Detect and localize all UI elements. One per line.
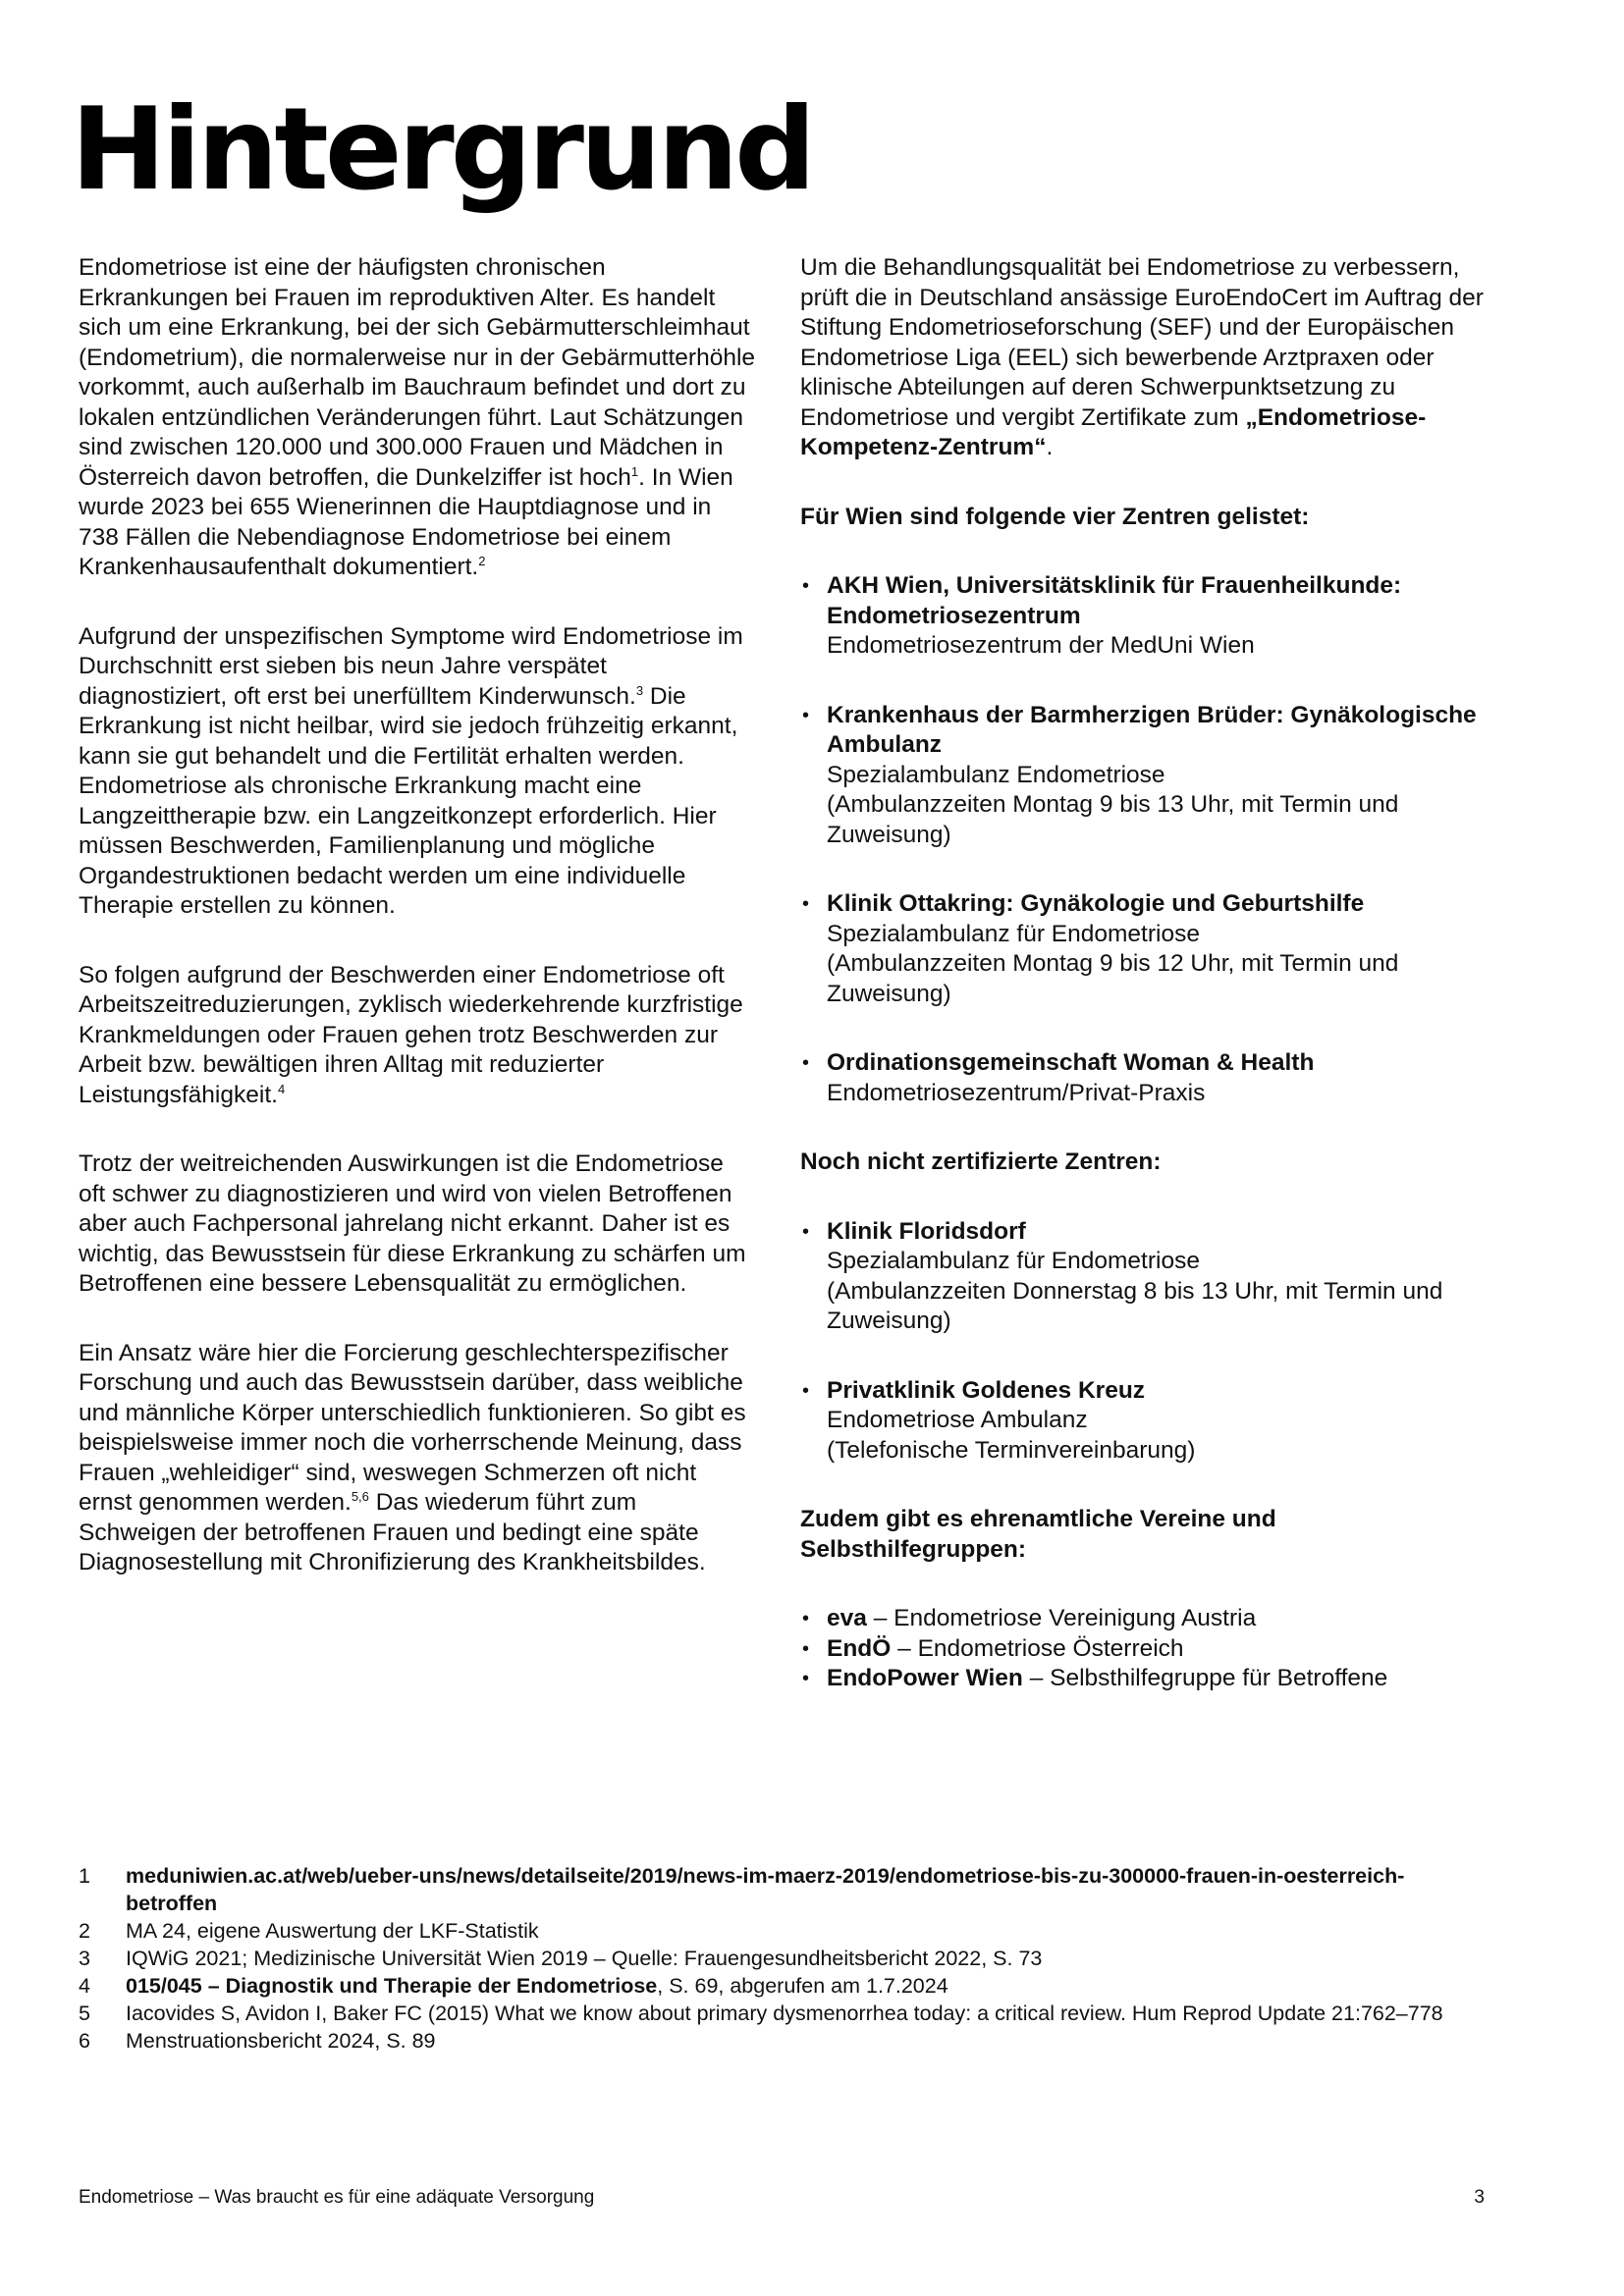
paragraph-text: Das wiederum führt zum Schweigen der betroffenen Frauen und bedingt eine späte Diagnosestellung mit Chronifizierung des Krankheitsbildes. [79,1489,706,1575]
center-detail: Spezialambulanz Endometriose [827,761,1165,788]
paragraph-text: Aufgrund der unspezifischen Symptome wird Endometriose im Durchschnitt erst sieben bis neun Jahre verspätet diagnostiziert, oft erst bei unerfülltem Kinderwunsch. [79,622,743,710]
footer-title: Endometriose – Was braucht es für eine adäquate Versorgung [79,2187,595,2208]
paragraph-text: Die Erkrankung ist nicht heilbar, wird sie jedoch frühzeitig erkannt, kann sie gut behandelt und die Fertilität erhalten werden. Endometriose als chronische Erkrankung macht eine Langzeittherapie bzw. ein Langzeitkonzept erforderlich. Hier müssen Beschwerden, Familienplanung und mögliche Organdestruktionen bedacht werden um eine individuelle Therapie erstellen zu können. [79,682,738,919]
uncertified-centers-list [800,1217,1488,1467]
center-hours: (Ambulanzzeiten Donnerstag 8 bis 13 Uhr, mit Termin und Zuweisung) [827,1277,1443,1334]
list-item [800,1048,1488,1108]
paragraph [79,622,756,922]
paragraph-text: . [1046,434,1054,460]
certified-centers-list [800,571,1488,1108]
left-column [79,253,756,1618]
right-column [800,253,1488,1694]
footnote-text: Menstruationsbericht 2024, S. 89 [126,2029,436,2053]
page-number: 3 [1474,2187,1485,2208]
footnote-number: 2 [79,1919,90,1943]
associations-heading: Zudem gibt es ehrenamtliche Vereine und Selbsthilfegruppen: [800,1506,1276,1563]
paragraph-text: Ein Ansatz wäre hier die Forcierung geschlechterspezifischer Forschung und auch das Bewusstsein darüber, dass weibliche und männliche Körper unterschiedlich funktionieren. So gibt es beispielsweise immer noch die vorherrschende Meinung, dass Frauen „wehleidiger“ sind, weswegen Schmerzen oft nicht ernst genommen werden. [79,1339,746,1516]
footnote-number: 5 [79,2002,90,2025]
paragraph [79,1339,756,1578]
center-name: • Ordinationsgemeinschaft Woman & Health [827,1049,1315,1076]
paragraph-text: So folgen aufgrund der Beschwerden einer Endometriose oft Arbeitszeitreduzierungen, zyklisch wiederkehrende kurzfristige Krankmeldungen oder Frauen gehen trotz Beschwerden zur Arbeit bzw. bewältigen ihren Alltag mit reduzierter Leistungsfähigkeit. [79,961,743,1108]
center-hours: (Ambulanzzeiten Montag 9 bis 12 Uhr, mit Termin und Zuweisung) [827,950,1399,1007]
center-detail: Endometriosezentrum/Privat-Praxis [827,1079,1206,1106]
list-item [800,1634,1488,1665]
association-name: EndoPower Wien [827,1665,1023,1691]
footnote-number: 6 [79,2029,90,2053]
footnote-ref: 3 [635,682,644,698]
association-description: – Selbsthilfegruppe für Betroffene [1022,1665,1388,1691]
center-hours: (Telefonische Terminvereinbarung) [827,1436,1196,1464]
footnote [79,1862,1492,1917]
list-item [800,1604,1488,1634]
center-detail: Endometriosezentrum der MedUni Wien [827,632,1255,659]
association-name: eva [827,1605,867,1631]
associations-list [800,1604,1488,1694]
footnote-text: MA 24, eigene Auswertung der LKF-Statistik [126,1919,539,1943]
association-description: – Endometriose Vereinigung Austria [866,1605,1257,1631]
center-detail: Spezialambulanz für Endometriose [827,1248,1200,1274]
center-name: • Krankenhaus der Barmherzigen Brüder: Gynäkologische Ambulanz [827,701,1477,758]
paragraph-text: Trotz der weitreichenden Auswirkungen ist die Endometriose oft schwer zu diagnostizieren und wird von vielen Betroffenen aber auch Fachpersonal jahrelang nicht erkannt. Daher ist es wichtig, das Bewusstsein für diese Erkrankung zu schärfen um Betroffenen eine bessere Lebensqualität zu ermöglichen. [79,1150,746,1297]
paragraph-text: Endometriose ist eine der häufigsten chronischen Erkrankungen bei Frauen im reproduktiven Alter. Es handelt sich um eine Erkrankung, bei der sich Gebärmutterschleimhaut (Endometrium), die normalerweise nur in der Gebärmutterhöhle vorkommt, auch außerhalb im Bauchraum befindet und dort zu lokalen entzündlichen Veränderungen führt. Laut Schätzungen sind zwischen 120.000 und 300.000 Frauen und Mädchen in Österreich davon betroffen, die Dunkelziffer ist hoch [79,254,756,491]
uncertified-centers-heading: Noch nicht zertifizierte Zentren: [800,1148,1162,1175]
footnote-ref: 1 [630,463,639,479]
center-name: • Klinik Ottakring: Gynäkologie und Geburtshilfe [827,890,1365,917]
footnote-link[interactable]: 015/045 – Diagnostik und Therapie der Endometriose [126,1974,658,1998]
footnote [79,1945,1492,1972]
center-name: • AKH Wien, Universitätsklinik für Frauenheilkunde: Endometriosezentrum [827,572,1402,629]
footnote-text: , S. 69, abgerufen am 1.7.2024 [657,1974,948,1998]
footnote [79,2000,1492,2027]
paragraph [79,961,756,1111]
association-name: EndÖ [827,1634,892,1662]
paragraph [79,253,756,583]
list-item [800,1376,1488,1467]
association-description: – Endometriose Österreich [891,1634,1184,1662]
footnote [79,1972,1492,2000]
list-item [800,1217,1488,1337]
list-item [800,701,1488,851]
intro-paragraph [800,253,1488,463]
list-item [800,571,1488,662]
footnote-ref: 5,6 [351,1488,369,1504]
paragraph [79,1149,756,1300]
paragraph-text: Um die Behandlungsqualität bei Endometriose zu verbessern, prüft die in Deutschland ansässige EuroEndoCert im Auftrag der Stiftung Endometrioseforschung (SEF) und der Europäischen Endometriose Liga (EEL) sich bewerbende Arztpraxen oder klinische Abteilungen auf deren Schwerpunktsetzung zu Endometriose und vergibt Zertifikate zum [800,254,1484,431]
page-title: Hintergrund [71,83,813,216]
center-hours: (Ambulanzzeiten Montag 9 bis 13 Uhr, mit Termin und Zuweisung) [827,791,1399,848]
list-item [800,1664,1488,1694]
footnote-number: 3 [79,1947,90,1970]
footnote-text: Iacovides S, Avidon I, Baker FC (2015) What we know about primary dysmenorrhea today: a critical review. Hum Reprod Update 21:762–778 [126,2002,1443,2025]
footnote-text: IQWiG 2021; Medizinische Universität Wien 2019 – Quelle: Frauengesundheitsbericht 2022, S. 73 [126,1947,1043,1970]
center-detail: Endometriose Ambulanz [827,1407,1088,1433]
footnote-number: 4 [79,1974,90,1998]
footnotes [79,1862,1492,2055]
center-name: • Privatklinik Goldenes Kreuz [827,1376,1146,1404]
footnote-ref: 2 [478,553,486,568]
footnote [79,1917,1492,1945]
footnote-number: 1 [79,1864,90,1888]
center-detail: Spezialambulanz für Endometriose [827,920,1200,947]
certified-centers-heading: Für Wien sind folgende vier Zentren gelistet: [800,503,1310,530]
footnote-ref: 4 [277,1081,286,1096]
list-item [800,889,1488,1009]
certificate-name: „Endometriose-Kompetenz-Zentrum“ [800,403,1427,460]
footnote [79,2027,1492,2055]
center-name: • Klinik Floridsdorf [827,1217,1026,1245]
paragraph-text: . In Wien wurde 2023 bei 655 Wienerinnen die Hauptdiagnose und in 738 Fällen die Nebendiagnose Endometriose bei einem Krankenhausaufenthalt dokumentiert. [79,463,733,580]
footnote-link[interactable]: meduniwien.ac.at/web/ueber-uns/news/detailseite/2019/news-im-maerz-2019/endometriose-bis-zu-300000-frauen-in-oesterreich-betroffen [126,1864,1405,1915]
